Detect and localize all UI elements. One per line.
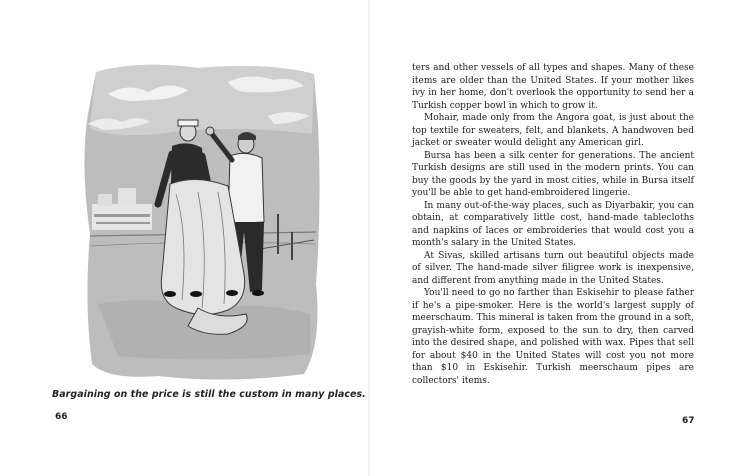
page-number-left: 66: [55, 412, 68, 422]
bargaining-illustration: [78, 64, 322, 380]
body-text: [412, 62, 694, 387]
illustration-drawing: [78, 64, 322, 380]
paragraph: Bursa has been a silk center for generations. The ancient Turkish designs are still used in the modern prints. You can buy the goods by the yard in most cities, while in Bursa itself you'll be able to get hand-embroidered lingerie.: [412, 150, 694, 198]
illustration-caption: Bargaining on the price is still the custom in many places.: [52, 389, 366, 400]
right-page: [370, 0, 733, 476]
paragraph: You'll need to go no farther than Eskisehir to please father if he's a pipe-smoker. Here is the world's largest supply of meerschaum. This mineral is taken from the ground in a soft, grayish-white form, exposed to the sun to dry, then carved into the desired shape, and polished with wax. Pipes that sell for about $40 in the United States will cost you not more than $10 in Eskisehir. Turkish meerschaum pipes are collectors' items.: [412, 288, 694, 386]
page-number-right: 67: [682, 416, 695, 426]
paragraph: In many out-of-the-way places, such as Diyarbakir, you can obtain, at comparatively little cost, hand-made tablecloths and napkins of laces or embroideries that would cost you a month's salary in the United States.: [412, 200, 694, 248]
paragraph: ters and other vessels of all types and shapes. Many of these items are older than the United States. If your mother likes ivy in her home, don't overlook the opportunity to send her a Turkish copper bowl in which to grow it.: [412, 63, 694, 111]
paragraph: At Sivas, skilled artisans turn out beautiful objects made of silver. The hand-made silver filigree work is inexpensive, and different from anything made in the United States.: [412, 250, 694, 286]
paragraph: Mohair, made only from the Angora goat, is just about the top textile for sweaters, felt, and blankets. A handwoven bed jacket or sweater would delight any American girl.: [412, 113, 694, 148]
